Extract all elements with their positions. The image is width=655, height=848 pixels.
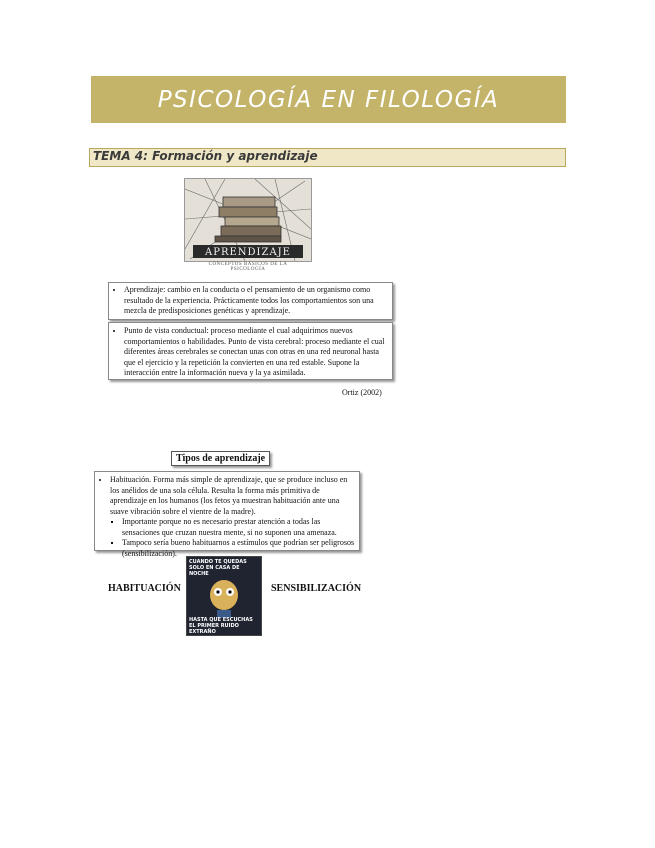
definition-item (124, 285, 389, 317)
tipos-heading: Tipos de aprendizaje (171, 451, 270, 466)
label-habituacion: HABITUACIÓN (108, 583, 181, 594)
page-title: PSICOLOGÍA EN FILOLOGÍA (157, 86, 500, 113)
aprendizaje-image (184, 178, 312, 262)
section-heading: TEMA 4: Formación y aprendizaje (93, 149, 318, 163)
citation: Ortiz (2002) (342, 388, 382, 397)
tipos-box (94, 471, 360, 558)
meme-top-text: CUANDO TE QUEDAS SOLO EN CASA DE NOCHE (189, 559, 247, 577)
tipos-item-text: Habituación. Forma más simple de aprendizaje, que se produce incluso en los anélidos de una sola célula. Resulta la forma más primitiva de aprendizaje en los humanos (los fetos ya muestran habituación ante una suave vibración sobre el vientre de la madre). (110, 475, 348, 516)
tipos-item (110, 475, 356, 559)
label-sensibilizacion: SENSIBILIZACIÓN (271, 583, 362, 594)
definition-box-conductual (108, 322, 393, 380)
definition-text: cambio en la conducta o el pensamiento de un organismo como resultado de la experiencia. Prácticamente todos los comportamientos son una mezcla de predisposiciones genéticas y aprendizaje. (124, 285, 374, 315)
books-illustration (185, 179, 311, 261)
definition-box-aprendizaje (108, 282, 393, 320)
definition-item (124, 326, 389, 379)
meme-bottom-text: HASTA QUE ESCUCHAS EL PRIMER RUIDO EXTRAÑO (189, 617, 253, 635)
tipos-subitem: ▪ Tampoco sería bueno habituarnos a estímulos que podrían ser peligrosos (sensibilización). (122, 538, 356, 559)
meme-image (186, 556, 262, 636)
hero-subcaption: CONCEPTOS BÁSICOS DE LA PSICOLOGÍA (208, 262, 288, 272)
title-banner (91, 76, 566, 123)
section-heading-bar (89, 148, 566, 167)
definition-text: proceso mediante el cual adquirimos nuevos comportamientos o habilidades. Punto de vista cerebral: proceso mediante el cual diferentes áreas cerebrales se conectan unas con otras en una red neuronal hasta que el ejercicio y la repetición la convierten en una red estable. Supone la interacción entre la información nueva y la ya asimilada. (124, 326, 385, 377)
definition-term: Aprendizaje: (124, 285, 166, 294)
tipos-subitem: ▪ Importante porque no es necesario prestar atención a todas las sensaciones que cruzan nuestra mente, si no suponen una amenaza. (122, 517, 356, 538)
hero-title: APRENDIZAJE (205, 247, 291, 258)
definition-term: Punto de vista conductual: (124, 326, 209, 335)
